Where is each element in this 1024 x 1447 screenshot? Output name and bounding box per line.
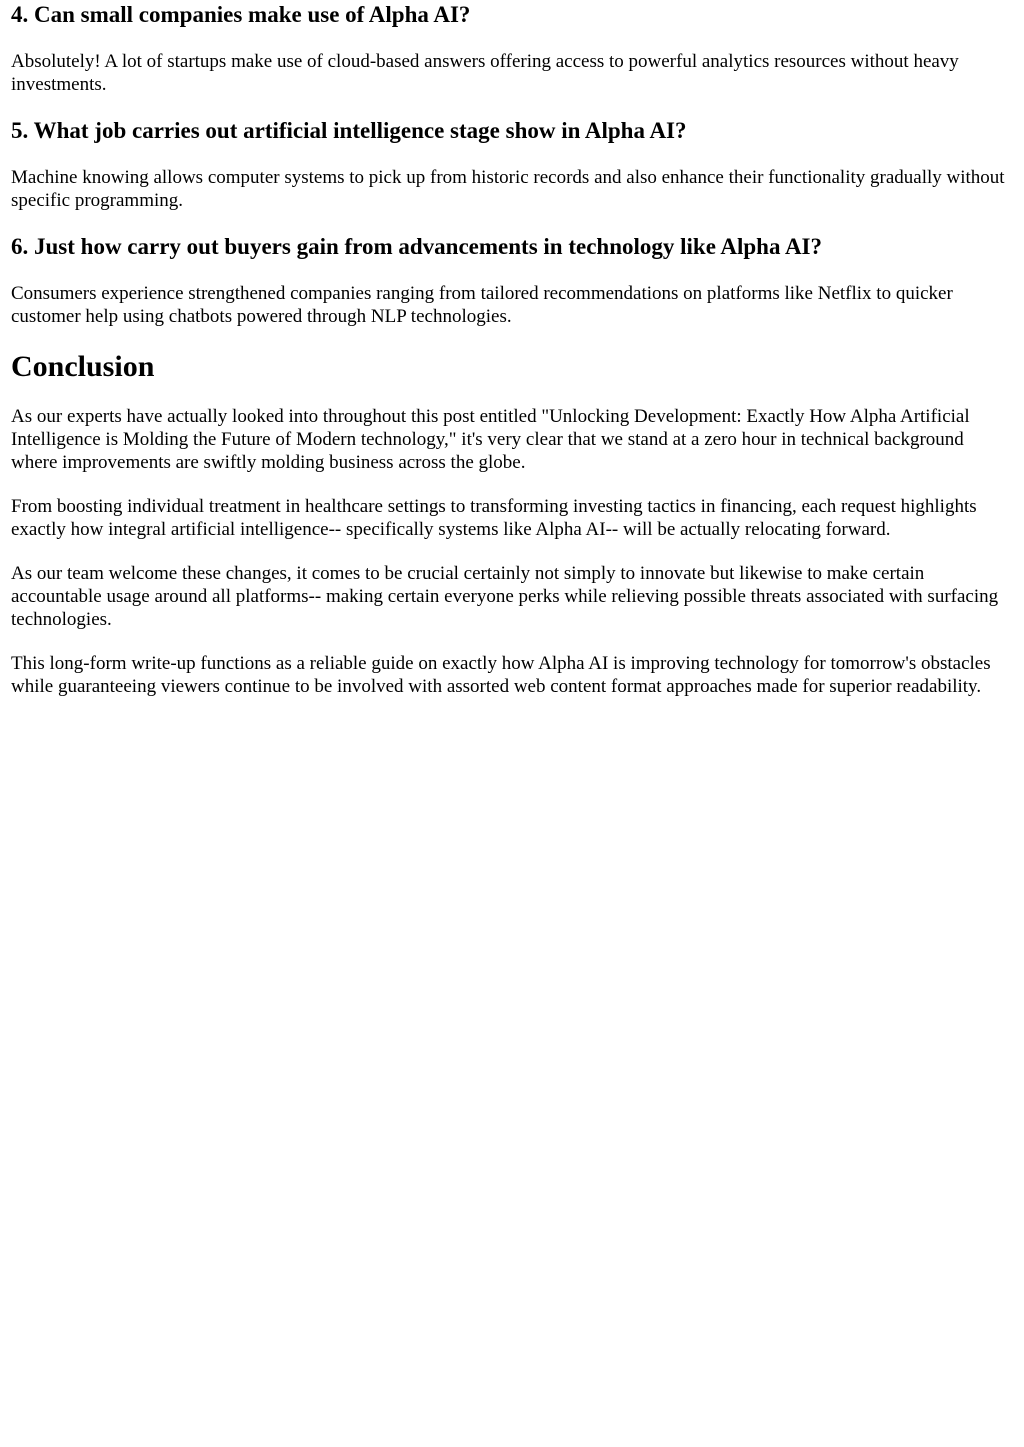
faq-question-4: 4. Can small companies make use of Alpha AI? [11, 2, 471, 27]
faq-question-5: 5. What job carries out artificial intelligence stage show in Alpha AI? [11, 118, 687, 143]
article-content [11, 1, 1012, 698]
conclusion-section [11, 349, 1012, 698]
conclusion-paragraph: This long-form write-up functions as a reliable guide on exactly how Alpha AI is improving technology for tomorrow's obstacles while guaranteeing viewers continue to be involved with assorted web content format approaches made for superior readability. [11, 653, 991, 697]
faq-answer-6: Consumers experience strengthened companies ranging from tailored recommendations on platforms like Netflix to quicker customer help using chatbots powered through NLP technologies. [11, 283, 953, 327]
conclusion-paragraph: As our experts have actually looked into throughout this post entitled "Unlocking Development: Exactly How Alpha Artificial Intelligence is Molding the Future of Modern technology," it's very clear that we stand at a zero hour in technical background where improvements are swiftly molding business across the globe. [11, 406, 970, 473]
faq-answer-4: Absolutely! A lot of startups make use of cloud-based answers offering access to powerful analytics resources without heavy investments. [11, 51, 959, 95]
faq-section [11, 1, 1012, 328]
conclusion-paragraph: As our team welcome these changes, it comes to be crucial certainly not simply to innovate but likewise to make certain accountable usage around all platforms-- making certain everyone perks while relieving possible threats associated with surfacing technologies. [11, 563, 999, 630]
faq-answer-5: Machine knowing allows computer systems to pick up from historic records and also enhance their functionality gradually without specific programming. [11, 167, 1005, 211]
conclusion-paragraph: From boosting individual treatment in healthcare settings to transforming investing tactics in financing, each request highlights exactly how integral artificial intelligence-- specifically systems like Alpha AI-- will be actually relocating forward. [11, 496, 977, 540]
faq-question-6: 6. Just how carry out buyers gain from advancements in technology like Alpha AI? [11, 234, 823, 259]
conclusion-heading: Conclusion [11, 350, 155, 383]
